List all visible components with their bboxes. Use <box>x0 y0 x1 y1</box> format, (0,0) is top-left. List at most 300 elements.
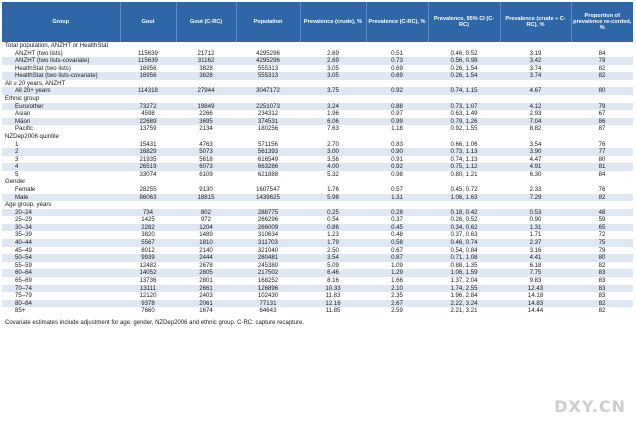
prevalence-table <box>2 2 633 315</box>
table-cell: 280481 <box>236 254 300 262</box>
table-cell: 1.37, 2.04 <box>450 276 478 284</box>
section-row <box>2 133 633 141</box>
table-cell: 12120 <box>139 292 157 300</box>
row-label: 2 <box>2 148 120 156</box>
table-cell: 83 <box>571 269 633 277</box>
table-row <box>2 209 633 217</box>
table-cell: 75 <box>571 239 633 247</box>
table-cell: 2.37 <box>500 239 571 247</box>
table-cell: 1.31 <box>500 224 571 232</box>
table-cell: 14052 <box>120 269 176 277</box>
table-cell: 0.92, 1.55 <box>450 125 478 133</box>
table-cell: 288775 <box>236 209 300 217</box>
table-cell: 3.24 <box>300 103 366 111</box>
row-label: HealthStat (two lists-covariate) <box>2 72 120 80</box>
table-cell: 82 <box>571 300 633 308</box>
table-cell: 65 <box>571 224 633 232</box>
table-cell: 8012 <box>141 246 155 254</box>
table-cell: 3.90 <box>500 148 571 156</box>
table-row <box>2 247 633 255</box>
table-cell: 245380 <box>257 261 279 269</box>
table-cell: 734 <box>120 209 176 217</box>
table-cell: 16956 <box>120 72 176 80</box>
table-cell: 0.97 <box>391 110 403 118</box>
table-cell: 114318 <box>120 87 176 95</box>
table-cell: 0.90 <box>529 216 542 224</box>
table-cell: 26519 <box>120 163 176 171</box>
table-cell: 0.54 <box>327 216 339 224</box>
table-row <box>2 216 633 224</box>
table-cell: 2403 <box>199 292 213 300</box>
table-cell: 1.74, 2.55 <box>428 285 500 293</box>
table-cell: 2.35 <box>391 292 403 300</box>
table-row <box>2 194 633 202</box>
row-label: 35–39 <box>15 231 32 239</box>
table-cell: 5567 <box>120 239 176 247</box>
table-cell: 82 <box>598 64 606 72</box>
row-label: 45–49 <box>15 246 32 254</box>
table-cell: 5073 <box>176 148 236 156</box>
table-cell: 126896 <box>236 285 300 293</box>
table-cell: 1425 <box>141 216 155 224</box>
table-cell: 2805 <box>176 269 236 277</box>
table-cell: 81 <box>571 163 633 171</box>
table-cell: 3047172 <box>236 87 300 95</box>
row-label: 60–64 <box>2 269 120 277</box>
column-header: Gout <box>120 2 176 42</box>
table-cell: 0.57 <box>391 185 403 193</box>
table-cell: 3.74 <box>500 72 571 80</box>
table-cell: 0.79, 1.26 <box>428 118 500 126</box>
table-row <box>2 50 633 58</box>
table-cell: 2061 <box>176 300 236 308</box>
table-cell: 2251073 <box>236 103 300 111</box>
table-cell: 0.51 <box>391 49 403 57</box>
table-body <box>2 42 633 315</box>
table-cell: 3.74 <box>529 64 542 72</box>
table-row <box>2 307 633 315</box>
table-cell: 4.00 <box>300 163 366 171</box>
table-cell: 14.44 <box>527 307 544 315</box>
column-header: Prevalence, 95% CI (C-RC) <box>428 2 500 42</box>
watermark: DXY.CN <box>554 397 626 416</box>
table-cell: 2266 <box>199 110 213 118</box>
table-cell: 82 <box>571 72 633 80</box>
table-cell: 77131 <box>236 300 300 308</box>
table-row <box>2 269 633 277</box>
table-cell: 28255 <box>139 185 157 193</box>
table-cell: 0.54, 0.84 <box>450 246 478 254</box>
table-cell: 0.46, 0.74 <box>428 239 500 247</box>
table-cell: 1.18 <box>391 125 403 133</box>
table-cell: 310634 <box>257 231 279 239</box>
section-label: All ≥ 20 years, ANZHT <box>2 80 633 88</box>
table-cell: 616549 <box>257 155 279 163</box>
row-label: 30–34 <box>2 224 120 232</box>
table-cell: 7.75 <box>500 269 571 277</box>
table-cell: 3.42 <box>500 57 571 65</box>
table-cell: 555313 <box>236 72 300 80</box>
table-cell: 4295296 <box>236 57 300 65</box>
table-cell: 5.09 <box>327 261 339 269</box>
section-row <box>2 95 633 103</box>
table-cell: 0.71, 1.08 <box>428 254 500 262</box>
row-label: 3 <box>15 155 19 163</box>
row-label: 5 <box>15 170 19 178</box>
table-cell: 6.06 <box>300 118 366 126</box>
table-row <box>2 163 633 171</box>
table-cell: 12482 <box>139 261 157 269</box>
table-cell: 80 <box>571 87 633 95</box>
table-cell: 3828 <box>176 72 236 80</box>
table-cell: 266296 <box>257 216 279 224</box>
table-cell: 21712 <box>197 49 215 57</box>
table-cell: 663286 <box>236 163 300 171</box>
table-cell: 7.29 <box>500 194 571 202</box>
table-cell: 82 <box>598 307 606 315</box>
table-cell: 4763 <box>199 140 213 148</box>
table-row <box>2 239 633 247</box>
table-cell: 3.05 <box>300 72 366 80</box>
section-row <box>2 42 633 50</box>
table-cell: 168252 <box>257 276 279 284</box>
table-cell: 0.18, 0.42 <box>428 209 500 217</box>
table-cell: 84 <box>598 170 606 178</box>
table-cell: 0.26, 0.52 <box>450 216 478 224</box>
table-cell: 1.09 <box>391 261 403 269</box>
column-header: Prevalence (C-RC), % <box>366 2 428 42</box>
table-cell: 1607547 <box>256 185 280 193</box>
row-label: Pacific <box>15 125 33 133</box>
table-cell: 77 <box>571 148 633 156</box>
table-cell: 555313 <box>257 64 279 72</box>
table-cell: 0.45, 0.72 <box>450 185 478 193</box>
table-cell: 76 <box>598 185 606 193</box>
table-row <box>2 103 633 111</box>
table-cell: 9.83 <box>529 276 542 284</box>
section-row <box>2 80 633 88</box>
table-cell: 6.30 <box>529 170 542 178</box>
table-cell: 311703 <box>236 239 300 247</box>
table-cell: 86063 <box>120 194 176 202</box>
table-row <box>2 300 633 308</box>
table-cell: 0.80, 1.21 <box>450 170 478 178</box>
table-cell: 9939 <box>120 254 176 262</box>
table-cell: 0.69 <box>366 72 428 80</box>
table-cell: 12.16 <box>300 300 366 308</box>
table-cell: 79 <box>571 57 633 65</box>
table-cell: 79 <box>571 103 633 111</box>
table-cell: 9378 <box>120 300 176 308</box>
table-cell: 83 <box>598 276 606 284</box>
row-label: 1 <box>15 140 19 148</box>
table-cell: 571156 <box>258 140 278 148</box>
table-cell: 0.48 <box>391 231 403 239</box>
table-cell: 115639 <box>120 57 176 65</box>
table-cell: 2.22, 3.24 <box>428 300 500 308</box>
table-cell: 1.66 <box>391 276 403 284</box>
table-cell: 3.75 <box>300 87 366 95</box>
table-row <box>2 186 633 194</box>
table-cell: 1.31 <box>366 194 428 202</box>
table-cell: 180256 <box>257 125 279 133</box>
row-label: 70–74 <box>2 285 120 293</box>
row-label: HealthStat (two lists) <box>15 64 71 72</box>
table-cell: 12.43 <box>500 285 571 293</box>
table-cell: 0.53 <box>500 209 571 217</box>
table-cell: 0.88, 1.35 <box>450 261 478 269</box>
table-cell: 0.88 <box>366 103 428 111</box>
table-cell: 2.93 <box>529 110 542 118</box>
table-cell: 0.56, 0.98 <box>428 57 500 65</box>
table-row <box>2 87 633 95</box>
row-label: 55–59 <box>15 261 32 269</box>
table-cell: 2.69 <box>327 49 339 57</box>
table-cell: 0.66, 1.06 <box>450 140 478 148</box>
table-cell: 86 <box>571 118 633 126</box>
table-cell: 0.26, 1.54 <box>450 64 478 72</box>
table-cell: 2282 <box>120 224 176 232</box>
section-label: Age group, years <box>2 201 633 209</box>
column-header: Group <box>2 2 120 42</box>
row-label: 25–29 <box>15 216 32 224</box>
row-label: Euro/other <box>2 103 120 111</box>
table-cell: 2.21, 3.21 <box>450 307 478 315</box>
table-cell: 67 <box>598 110 606 118</box>
column-header: Gout (C-RC) <box>176 2 236 42</box>
table-cell: 3.19 <box>529 49 542 57</box>
table-cell: 48 <box>571 209 633 217</box>
table-cell: 5.98 <box>300 194 366 202</box>
table-cell: 802 <box>176 209 236 217</box>
row-label: 4 <box>2 163 120 171</box>
table-cell: 0.34, 0.62 <box>428 224 500 232</box>
table-cell: 0.74, 1.13 <box>450 155 478 163</box>
table-row <box>2 231 633 239</box>
table-cell: 0.75, 1.12 <box>428 163 500 171</box>
section-label: Ethnic group <box>2 95 633 103</box>
table-cell: 7660 <box>141 307 155 315</box>
table-cell: 80 <box>598 155 606 163</box>
table-cell: 11.85 <box>325 307 341 315</box>
section-label: NZDep2006 quintile <box>2 133 633 141</box>
table-cell: 1439625 <box>236 194 300 202</box>
table-cell: 2.33 <box>529 185 542 193</box>
table-cell: 2.70 <box>327 140 339 148</box>
table-cell: 31162 <box>176 57 236 65</box>
table-cell: 1489 <box>199 231 213 239</box>
column-header: Proportion of prevalence re-corded, % <box>571 2 633 42</box>
table-cell: 2140 <box>199 246 213 254</box>
table-cell: 7.63 <box>327 125 339 133</box>
table-cell: 4.12 <box>500 103 571 111</box>
table-cell: 0.37, 0.63 <box>450 231 478 239</box>
table-cell: 6.46 <box>300 269 366 277</box>
table-cell: 1.76 <box>327 185 339 193</box>
table-cell: 2.10 <box>366 285 428 293</box>
table-cell: 0.45 <box>366 224 428 232</box>
table-cell: 1.06, 1.59 <box>428 269 500 277</box>
table-row <box>2 171 633 179</box>
table-cell: 16829 <box>120 148 176 156</box>
table-cell: 0.92 <box>366 163 428 171</box>
table-cell: 1.23 <box>327 231 339 239</box>
table-row <box>2 277 633 285</box>
table-cell: 0.99 <box>366 118 428 126</box>
row-label: 65–69 <box>15 276 32 284</box>
table-cell: 0.87 <box>366 254 428 262</box>
table-cell: 4.91 <box>500 163 571 171</box>
section-row <box>2 178 633 186</box>
table-cell: 0.73, 1.13 <box>428 148 500 156</box>
table-cell: 3.54 <box>300 254 366 262</box>
row-label: Māori <box>2 118 120 126</box>
table-cell: 3.16 <box>529 246 542 254</box>
table-cell: 33074 <box>139 170 157 178</box>
table-header-row <box>2 2 633 42</box>
table-cell: 3.00 <box>300 148 366 156</box>
table-cell: 0.92 <box>366 87 428 95</box>
table-row <box>2 72 633 80</box>
table-cell: 13736 <box>139 276 157 284</box>
table-cell: 3820 <box>141 231 155 239</box>
table-cell: 0.98 <box>391 170 403 178</box>
table-cell: 0.74, 1.15 <box>428 87 500 95</box>
table-cell: 76 <box>598 140 606 148</box>
table-cell: 4598 <box>141 110 155 118</box>
table-cell: 3695 <box>176 118 236 126</box>
table-cell: 0.67 <box>391 246 403 254</box>
table-row <box>2 262 633 270</box>
table-cell: 6109 <box>199 170 213 178</box>
table-row <box>2 118 633 126</box>
table-cell: 8.16 <box>327 276 339 284</box>
table-cell: 0.26, 1.54 <box>428 72 500 80</box>
table-cell: 16956 <box>139 64 157 72</box>
table-cell: 2444 <box>176 254 236 262</box>
table-cell: 6073 <box>176 163 236 171</box>
column-header: Prevalence (crude), % <box>300 2 366 42</box>
section-label: Total population, ANZHT or HealthStat <box>2 42 633 50</box>
row-label: Female <box>15 185 36 193</box>
row-label: Male <box>2 194 120 202</box>
table-cell: 27944 <box>176 87 236 95</box>
table-cell: 2.67 <box>366 300 428 308</box>
table-cell: 321040 <box>257 246 279 254</box>
table-cell: 0.73 <box>366 57 428 65</box>
table-cell: 3.56 <box>327 155 339 163</box>
row-label: 50–54 <box>2 254 120 262</box>
table-cell: 3.05 <box>327 64 339 72</box>
table-row <box>2 125 633 133</box>
table-cell: 1.06, 1.63 <box>428 194 500 202</box>
table-cell: 0.25 <box>300 209 366 217</box>
table-cell: 59 <box>598 216 606 224</box>
table-cell: 4295296 <box>256 49 280 57</box>
table-cell: 3.54 <box>529 140 542 148</box>
table-cell: 234312 <box>257 110 279 118</box>
table-cell: 0.58 <box>366 239 428 247</box>
table-cell: 102430 <box>257 292 279 300</box>
table-cell: 82 <box>571 194 633 202</box>
table-cell: 0.86 <box>300 224 366 232</box>
table-cell: 4.41 <box>500 254 571 262</box>
table-cell: 2678 <box>199 261 213 269</box>
table-row <box>2 224 633 232</box>
table-cell: 1204 <box>176 224 236 232</box>
table-row <box>2 254 633 262</box>
table-cell: 73272 <box>120 103 176 111</box>
table-cell: 374531 <box>236 118 300 126</box>
table-row <box>2 156 633 164</box>
table-row <box>2 292 633 300</box>
row-label: ANZHT (two lists-covariate) <box>2 57 120 65</box>
table-row <box>2 57 633 65</box>
table-cell: 3828 <box>199 64 213 72</box>
table-cell: 621888 <box>257 170 279 178</box>
table-cell: 82 <box>598 261 606 269</box>
table-cell: 64643 <box>259 307 277 315</box>
table-row <box>2 65 633 73</box>
column-header: Prevalence (crude ÷ C-RC), % <box>500 2 571 42</box>
table-cell: 266009 <box>236 224 300 232</box>
table-cell: 21935 <box>139 155 157 163</box>
table-cell: 2.69 <box>300 57 366 65</box>
table-cell: 0.69 <box>391 64 403 72</box>
table-cell: 0.37 <box>391 216 403 224</box>
table-row <box>2 141 633 149</box>
table-cell: 80 <box>571 254 633 262</box>
table-cell: 1.29 <box>366 269 428 277</box>
table-row <box>2 148 633 156</box>
section-label: Gender <box>2 178 633 186</box>
table-cell: 2134 <box>199 125 213 133</box>
table-cell: 11.83 <box>325 292 341 300</box>
table-cell: 1.79 <box>300 239 366 247</box>
table-cell: 72 <box>598 231 606 239</box>
table-row <box>2 285 633 293</box>
row-label: 20–24 <box>2 209 120 217</box>
table-cell: 1.71 <box>529 231 542 239</box>
table-footnote: Covariate estimates include adjustment for age, gender, NZDep2006 and ethnic group. C-RC: capture recapture. <box>5 319 305 326</box>
table-cell: 217502 <box>236 269 300 277</box>
table-cell: 4.47 <box>529 155 542 163</box>
table-cell: 2.50 <box>327 246 339 254</box>
section-row <box>2 201 633 209</box>
table-cell: 0.73, 1.07 <box>428 103 500 111</box>
table-page <box>2 2 633 327</box>
table-row <box>2 110 633 118</box>
table-cell: 5618 <box>199 155 213 163</box>
row-label: Asian <box>15 110 31 118</box>
table-cell: 5.32 <box>327 170 339 178</box>
row-label: 40–44 <box>2 239 120 247</box>
table-cell: 10.33 <box>300 285 366 293</box>
table-cell: 2801 <box>199 276 213 284</box>
table-cell: 1674 <box>199 307 213 315</box>
table-cell: 972 <box>200 216 212 224</box>
table-cell: 561393 <box>236 148 300 156</box>
table-cell: 22689 <box>120 118 176 126</box>
table-cell: 9130 <box>199 185 213 193</box>
table-cell: 1.96, 2.84 <box>450 292 478 300</box>
table-cell: 15431 <box>139 140 157 148</box>
table-cell: 0.46, 0.52 <box>450 49 478 57</box>
table-cell: 4.67 <box>500 87 571 95</box>
table-cell: 83 <box>598 292 606 300</box>
table-cell: 79 <box>598 246 606 254</box>
table-cell: 84 <box>598 49 606 57</box>
